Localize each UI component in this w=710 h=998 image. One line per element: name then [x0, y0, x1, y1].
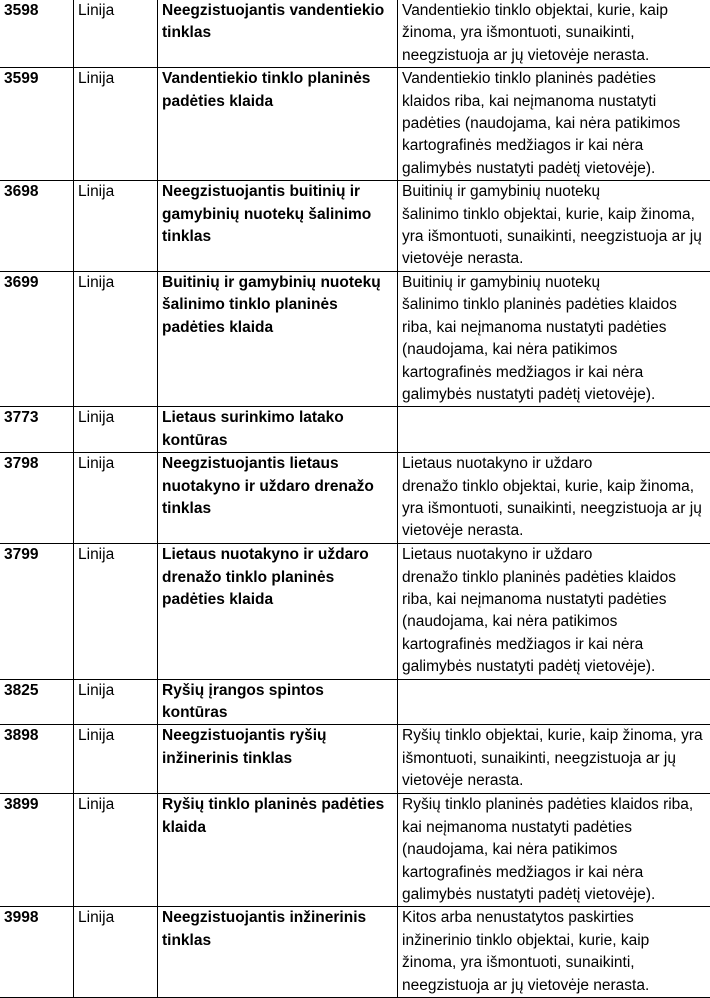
object-description-cell: Vandentiekio tinklo planinės padėties klaidos riba, kai neįmanoma nustatyti padėties (naudojama, kai nėra patikimos kartografinės medžiagos ir kai nėra galimybės nustatyti padėtį vietovėje).	[398, 68, 710, 181]
table-row	[0, 907, 710, 998]
object-description-cell: Lietaus nuotakyno ir uždaro drenažo tinklo planinės padėties klaidos riba, kai neįmanoma nustatyti padėties (naudojama, kai nėra patikimos kartografinės medžiagos ir kai nėra galimybės nustatyti padėtį vietovėje).	[398, 544, 710, 679]
object-description-cell: Lietaus nuotakyno ir uždaro drenažo tinklo objektai, kurie, kaip žinoma, yra išmontuoti, sunaikinti, neegzistuoja ar jų vietovėje nerasta.	[398, 453, 710, 544]
table-row	[0, 407, 710, 453]
object-name-cell: Neegzistuojantis ryšių inžinerinis tinklas	[158, 725, 398, 794]
geometry-type-cell: Linija	[74, 181, 158, 272]
table-row	[0, 725, 710, 794]
object-name-cell: Vandentiekio tinklo planinės padėties klaida	[158, 68, 398, 181]
object-description-cell: Kitos arba nenustatytos paskirties inžinerinio tinklo objektai, kurie, kaip žinoma, yra išmontuoti, sunaikinti, neegzistuoja ar jų vietovėje nerasta.	[398, 907, 710, 998]
table-row	[0, 679, 710, 725]
table-row	[0, 794, 710, 907]
geometry-type-cell: Linija	[74, 68, 158, 181]
table-row	[0, 453, 710, 544]
object-code-cell: 3825	[0, 679, 74, 725]
object-code-cell: 3898	[0, 725, 74, 794]
object-name-cell: Neegzistuojantis buitinių ir gamybinių nuotekų šalinimo tinklas	[158, 181, 398, 272]
object-code-cell: 3698	[0, 181, 74, 272]
object-code-cell: 3598	[0, 0, 74, 68]
object-code-cell: 3799	[0, 544, 74, 679]
geometry-type-cell: Linija	[74, 407, 158, 453]
object-name-cell: Neegzistuojantis vandentiekio tinklas	[158, 0, 398, 68]
object-code-cell: 3773	[0, 407, 74, 453]
geometry-type-cell: Linija	[74, 544, 158, 679]
object-name-cell: Buitinių ir gamybinių nuotekų šalinimo tinklo planinės padėties klaida	[158, 271, 398, 406]
object-code-cell: 3599	[0, 68, 74, 181]
geometry-type-cell: Linija	[74, 453, 158, 544]
object-name-cell: Lietaus nuotakyno ir uždaro drenažo tinklo planinės padėties klaida	[158, 544, 398, 679]
geometry-type-cell: Linija	[74, 0, 158, 68]
object-name-cell: Ryšių įrangos spintos kontūras	[158, 679, 398, 725]
object-code-cell: 3699	[0, 271, 74, 406]
object-code-cell: 3899	[0, 794, 74, 907]
object-description-cell	[398, 679, 710, 725]
object-code-cell: 3798	[0, 453, 74, 544]
object-description-cell: Buitinių ir gamybinių nuotekų šalinimo tinklo planinės padėties klaidos riba, kai neįmanoma nustatyti padėties (naudojama, kai nėra patikimos kartografinės medžiagos ir kai nėra galimybės nustatyti padėtį vietovėje).	[398, 271, 710, 406]
geometry-type-cell: Linija	[74, 725, 158, 794]
geometry-type-cell: Linija	[74, 907, 158, 998]
object-name-cell: Lietaus surinkimo latako kontūras	[158, 407, 398, 453]
object-description-cell: Ryšių tinklo objektai, kurie, kaip žinoma, yra išmontuoti, sunaikinti, neegzistuoja ar jų vietovėje nerasta.	[398, 725, 710, 794]
object-description-cell: Ryšių tinklo planinės padėties klaidos riba, kai neįmanoma nustatyti padėties (naudojama, kai nėra patikimos kartografinės medžiagos ir kai nėra galimybės nustatyti padėtį vietovėje).	[398, 794, 710, 907]
table-row	[0, 181, 710, 272]
geometry-type-cell: Linija	[74, 679, 158, 725]
object-description-cell: Vandentiekio tinklo objektai, kurie, kaip žinoma, yra išmontuoti, sunaikinti, neegzistuoja ar jų vietovėje nerasta.	[398, 0, 710, 68]
geometry-type-cell: Linija	[74, 794, 158, 907]
object-name-cell: Neegzistuojantis inžinerinis tinklas	[158, 907, 398, 998]
object-code-cell: 3998	[0, 907, 74, 998]
geometry-type-cell: Linija	[74, 271, 158, 406]
table-row	[0, 271, 710, 406]
object-description-cell: Buitinių ir gamybinių nuotekų šalinimo tinklo objektai, kurie, kaip žinoma, yra išmontuoti, sunaikinti, neegzistuoja ar jų vietovėje nerasta.	[398, 181, 710, 272]
object-name-cell: Ryšių tinklo planinės padėties klaida	[158, 794, 398, 907]
object-name-cell: Neegzistuojantis lietaus nuotakyno ir uždaro drenažo tinklas	[158, 453, 398, 544]
table-row	[0, 544, 710, 679]
object-description-cell	[398, 407, 710, 453]
table-row	[0, 68, 710, 181]
table-row	[0, 0, 710, 68]
